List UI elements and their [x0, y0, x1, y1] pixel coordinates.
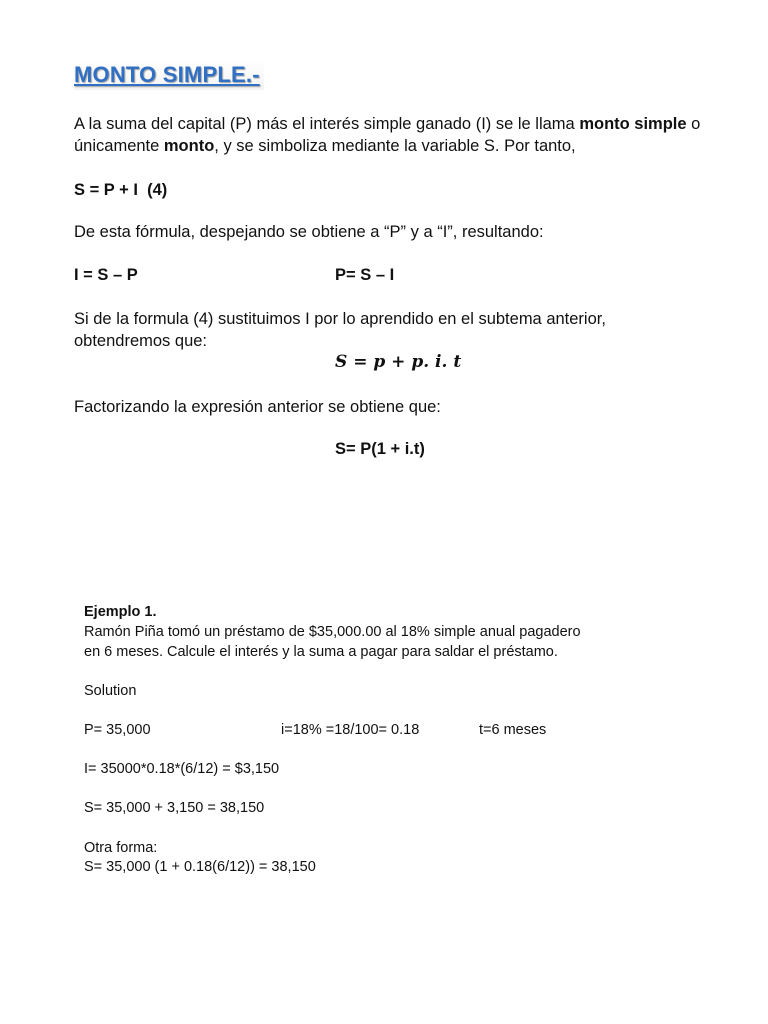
intro-text-a: A la suma del capital (P) más el interés simple ganado (I) se le llama	[74, 115, 580, 133]
other-method-calculation: S= 35,000 (1 + 0.18(6/12)) = 38,150	[84, 859, 316, 875]
formula-factorized: S= P(1 + i.t)	[335, 440, 425, 458]
solution-label: Solution	[84, 683, 137, 699]
example-line-1: Ramón Piña tomó un préstamo de $35,000.00 al 18% simple anual pagadero	[84, 624, 581, 640]
factorizando-text: Factorizando la expresión anterior se obtiene que:	[74, 398, 441, 416]
interest-calculation: I= 35000*0.18*(6/12) = $3,150	[84, 761, 280, 777]
formula-interest: I = S – P	[74, 266, 138, 284]
despeje-text: De esta fórmula, despejando se obtiene a “P” y a “I”, resultando:	[74, 223, 544, 241]
page-title: MONTO SIMPLE.-	[74, 60, 264, 90]
intro-line-1	[74, 113, 700, 135]
formula-main: S = P + I (4)	[74, 181, 168, 199]
sustitucion-line-2: obtendremos que:	[74, 332, 208, 350]
intro-text-c: únicamente	[74, 137, 164, 155]
intro-line-2	[74, 135, 576, 157]
example-line-2: en 6 meses. Calcule el interés y la suma a pagar para saldar el préstamo.	[84, 644, 558, 660]
formula-math: 𝑺 = 𝒑 + 𝒑. 𝒊. 𝒕	[335, 352, 462, 372]
formula-principal: P= S – I	[335, 266, 395, 284]
given-rate: i=18% =18/100= 0.18	[281, 722, 420, 738]
given-principal: P= 35,000	[84, 722, 151, 738]
sustitucion-line-1: Si de la formula (4) sustituimos I por lo aprendido en el subtema anterior,	[74, 310, 606, 328]
intro-term-monto-simple: monto simple	[579, 115, 687, 133]
sum-calculation: S= 35,000 + 3,150 = 38,150	[84, 800, 265, 816]
given-time: t=6 meses	[479, 722, 547, 738]
intro-text-d: , y se simboliza mediante la variable S. Por tanto,	[214, 137, 576, 155]
other-method-label: Otra forma:	[84, 840, 158, 856]
intro-text-b: o	[686, 115, 701, 133]
intro-term-monto: monto	[163, 137, 215, 155]
example-heading: Ejemplo 1.	[84, 604, 157, 620]
